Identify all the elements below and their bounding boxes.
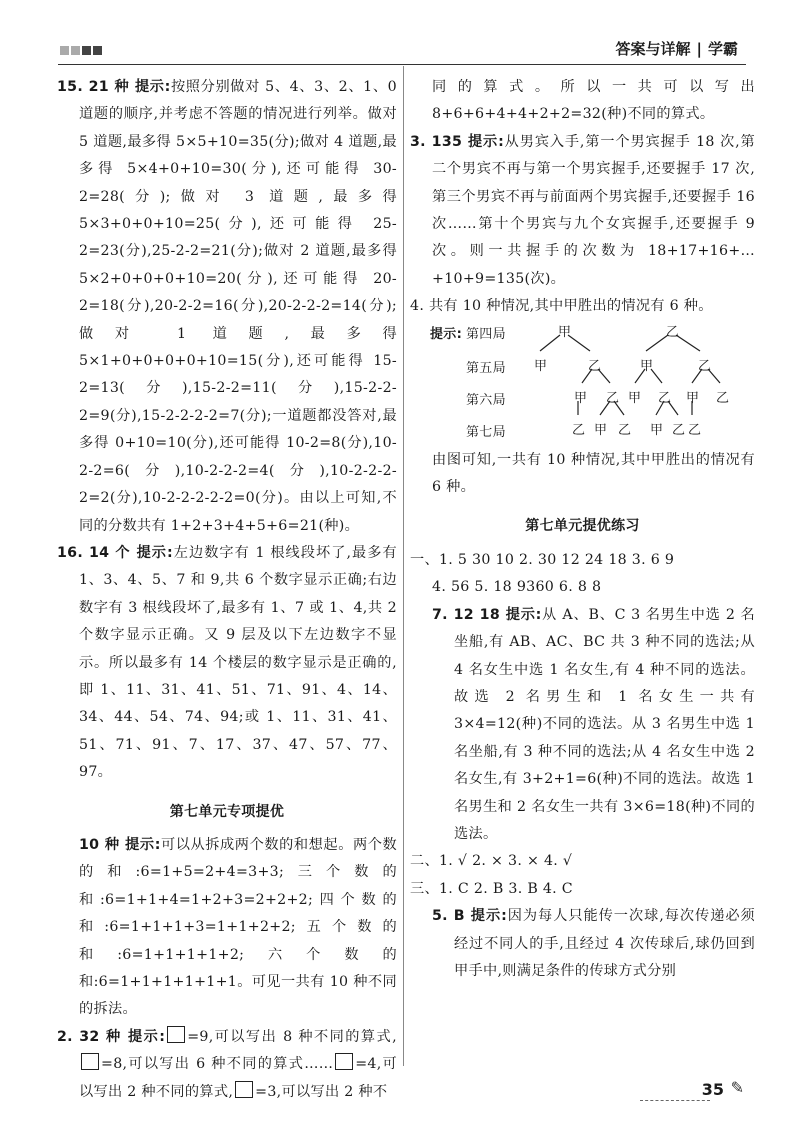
node: 乙 bbox=[618, 422, 632, 438]
header-rule bbox=[58, 64, 746, 65]
node: 甲 bbox=[650, 422, 664, 438]
pencil-icon: ✎ bbox=[730, 1078, 744, 1097]
node: 乙 bbox=[606, 390, 620, 406]
brand-logo: 学霸 bbox=[707, 40, 738, 58]
game-tree-diagram bbox=[410, 321, 755, 447]
node: 乙 bbox=[658, 390, 672, 406]
node: 甲 bbox=[594, 422, 608, 438]
node: 乙 bbox=[572, 422, 586, 438]
section-title-special: 第七单元专项提优 bbox=[169, 803, 285, 820]
practice-part2: 二、1. √ 2. × 3. × 4. √ bbox=[410, 853, 573, 870]
node: 乙 bbox=[698, 358, 712, 374]
blank-box bbox=[335, 1053, 353, 1070]
practice-q5: 5. B 提示:因为每人只能传一次球,每次传递必须经过不同人的手,且经过 4 次传球后,球仍回到甲手中,则满足条件的传球方式分别 bbox=[432, 908, 755, 979]
footer-rule bbox=[640, 1100, 710, 1101]
node: 甲 bbox=[534, 358, 548, 374]
answer-s2-continued: 同的算式。所以一共可以写出 8+6+6+4+4+2+2=32(种)不同的算式。 bbox=[432, 79, 755, 123]
header-title: 答案与详解 | 学霸 bbox=[615, 40, 738, 58]
answer-s2: 2. 32 种 提示: =9,可以写出 8 种不同的算式,=8,可以写出 6 种不同的算式…… =4,可以写出 2 种不同的算式, =3,可以写出 2 种不 bbox=[57, 1024, 397, 1106]
answer-s4: 4. 共有 10 种情况,其中甲胜出的情况有 6 种。 bbox=[410, 298, 713, 315]
right-column bbox=[410, 74, 755, 985]
practice-part3: 三、1. C 2. B 3. B 4. C bbox=[410, 880, 573, 897]
header-decoration bbox=[60, 46, 102, 55]
row-label-6: 第六局 bbox=[466, 392, 506, 408]
node: 甲 bbox=[574, 390, 588, 406]
page-number: 35 bbox=[701, 1080, 724, 1099]
practice-part1-line1: 一、1. 5 30 10 2. 30 12 24 18 3. 6 9 bbox=[410, 551, 675, 568]
blank-box bbox=[81, 1053, 99, 1070]
practice-q7: 7. 12 18 提示:从 A、B、C 3 名男生中选 2 名坐船,有 AB、AC、BC 共 3 种不同的选法;从 4 名女生中选 1 名女生,有 4 种不同的选法。故选 2 名男生和 1 名女生一共有 3×4=12(种)不同的选法。从 3 名男生中选 1 名坐船,有 3 种不同的选法;从 4 名女生中选 2 名女生,有 3+2+1=6(种)不同的选法。故选 1 名男生和 2 名女生一共有 3×6=18(种)不同的选法。 bbox=[432, 606, 755, 842]
blank-box bbox=[235, 1081, 253, 1098]
row-label-4: 第四局 bbox=[466, 326, 506, 342]
book-section-title: 答案与详解 bbox=[615, 40, 691, 58]
answer-s1: 10 种 提示:可以从拆成两个数的和想起。两个数的和:6=1+5=2+4=3+3;三个数的和:6=1+1+4=1+2+3=2+2+2;四个数的和:6=1+1+1+3=1+1+2+2;五个数的和:6=1+1+1+1+2;六个数的和:6=1+1+1+1+1+1。可见一共有 10 种不同的拆法。 bbox=[79, 836, 397, 1018]
section-title-practice: 第七单元提优练习 bbox=[525, 518, 640, 535]
answer-15: 15. 21 种 提示:按照分别做对 5、4、3、2、1、0 道题的顺序,并考虑不答题的情况进行列举。做对 5 道题,最多得 5×5+10=35(分);做对 4 道题,最多得 5×4+0+10=30(分),还可能得 30-2=28(分);做对 3 道题,最多得 5×3+0+0+10=25(分),还可能得 25-2=23(分),25-2-2=21(分);做对 2 道题,最多得 5×2+0+0+0+10=20(分),还可能得 20-2=18(分),20-2-2=16(分),20-2-2-2=14(分);做对 1 道题,最多得 5×1+0+0+0+0+10=15(分),还可能得 15-2=13(分),15-2-2=11(分),15-2-2-2=9(分),15-2-2-2-2=7(分);一道题都没答对,最多得 0+10=10(分),还可能得 10-2=8(分),10-2-2=6(分),10-2-2-2=4(分),10-2-2-2-2=2(分),10-2-2-2-2-2=0(分)。由以上可知,不同的分数共有 1+2+3+4+5+6=21(种)。 bbox=[57, 79, 397, 534]
node: 乙 bbox=[688, 422, 702, 438]
practice-part1-line2: 4. 56 5. 18 9360 6. 8 8 bbox=[432, 579, 602, 596]
row-label-7: 第七局 bbox=[466, 424, 506, 440]
left-column bbox=[57, 74, 397, 1106]
answer-s4-conclusion: 由图可知,一共有 10 种情况,其中甲胜出的情况有 6 种。 bbox=[432, 451, 755, 496]
node: 乙 bbox=[588, 358, 602, 374]
answer-s3: 3. 135 提示:从男宾入手,第一个男宾握手 18 次,第二个男宾不再与第一个男宾握手,还要握手 17 次,第三个男宾不再与前面两个男宾握手,还要握手 16 次……第十个男宾与九个女宾握手,还要握手 9 次。则一共握手的次数为 18+17+16+…+10+9=135(次)。 bbox=[410, 133, 756, 287]
node: 乙 bbox=[716, 390, 730, 406]
row-label-5: 第五局 bbox=[466, 360, 506, 376]
node: 甲 bbox=[640, 358, 654, 374]
tree-hint: 提示: bbox=[430, 326, 463, 342]
node: 甲 bbox=[686, 390, 700, 406]
answer-16: 16. 14 个 提示:左边数字有 1 根线段坏了,最多有 1、3、4、5、7 和 9,共 6 个数字显示正确;右边数字有 3 根线段坏了,最多有 1、7 或 1、4,共 2 个数字显示正确。又 9 层及以下左边数字不显示。所以最多有 14 个楼层的数字显示是正确的,即 1、11、31、41、51、71、91、4、14、34、44、54、74、94;或 1、11、31、41、51、71、91、7、17、37、47、57、77、97。 bbox=[57, 544, 397, 781]
blank-box bbox=[167, 1026, 185, 1043]
node: 乙 bbox=[672, 422, 686, 438]
column-divider bbox=[403, 66, 404, 1066]
node: 甲 bbox=[558, 324, 572, 340]
node: 乙 bbox=[666, 324, 680, 340]
node: 甲 bbox=[628, 390, 642, 406]
